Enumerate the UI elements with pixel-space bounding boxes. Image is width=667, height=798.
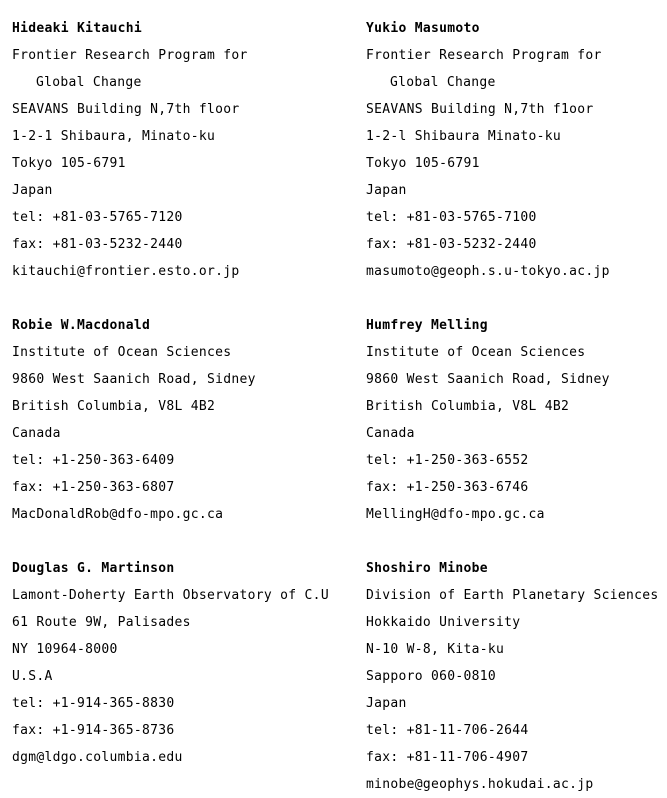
city-line: Tokyo 105-6791 — [12, 156, 126, 171]
country-line: Japan — [366, 696, 407, 711]
email-line: MacDonaldRob@dfo-mpo.gc.ca — [12, 507, 224, 522]
affiliation-line: Lamont-Doherty Earth Observatory of C.U — [12, 588, 329, 603]
contact-card-masumoto — [366, 15, 666, 285]
email-line: dgm@ldgo.columbia.edu — [12, 750, 183, 765]
contact-name: Robie W.Macdonald — [12, 318, 151, 333]
contact-name: Douglas G. Martinson — [12, 561, 175, 576]
tel-line: tel: +81-11-706-2644 — [366, 723, 529, 738]
contact-card-melling — [366, 312, 666, 528]
address-line: NY 10964-8000 — [12, 642, 118, 657]
fax-line: fax: +81-03-5232-2440 — [366, 237, 537, 252]
contact-card-minobe — [366, 555, 666, 798]
email-line: minobe@geophys.hokudai.ac.jp — [366, 777, 594, 792]
contact-card-macdonald — [12, 312, 312, 528]
address-line: 1-2-l Shibaura Minato-ku — [366, 129, 562, 144]
affiliation-line: Institute of Ocean Sciences — [366, 345, 586, 360]
address-line: 9860 West Saanich Road, Sidney — [12, 372, 256, 387]
tel-line: tel: +1-250-363-6409 — [12, 453, 175, 468]
contact-card-martinson — [12, 555, 329, 771]
fax-line: fax: +1-914-365-8736 — [12, 723, 175, 738]
email-line: MellingH@dfo-mpo.gc.ca — [366, 507, 545, 522]
address-line: SEAVANS Building N,7th floor — [12, 102, 240, 117]
tel-line: tel: +81-03-5765-7120 — [12, 210, 183, 225]
address-line: 1-2-1 Shibaura, Minato-ku — [12, 129, 216, 144]
affiliation-line: Division of Earth Planetary Sciences — [366, 588, 659, 603]
contact-name: Shoshiro Minobe — [366, 561, 488, 576]
affiliation-line-cont: Global Change — [390, 75, 496, 90]
email-line: masumoto@geoph.s.u-tokyo.ac.jp — [366, 264, 610, 279]
contact-name: Humfrey Melling — [366, 318, 488, 333]
contact-card-kitauchi — [12, 15, 312, 285]
address-line: SEAVANS Building N,7th f1oor — [366, 102, 594, 117]
affiliation-line: Frontier Research Program for — [366, 48, 602, 63]
contact-name: Yukio Masumoto — [366, 21, 480, 36]
affiliation-line: Frontier Research Program for — [12, 48, 248, 63]
affiliation-line: Hokkaido University — [366, 615, 521, 630]
address-line: N-10 W-8, Kita-ku — [366, 642, 505, 657]
affiliation-line: Institute of Ocean Sciences — [12, 345, 232, 360]
address-line: British Columbia, V8L 4B2 — [12, 399, 216, 414]
fax-line: fax: +81-11-706-4907 — [366, 750, 529, 765]
address-line: 9860 West Saanich Road, Sidney — [366, 372, 610, 387]
address-line: British Columbia, V8L 4B2 — [366, 399, 570, 414]
fax-line: fax: +1-250-363-6807 — [12, 480, 175, 495]
affiliation-line-cont: Global Change — [36, 75, 142, 90]
country-line: Japan — [12, 183, 53, 198]
email-line: kitauchi@frontier.esto.or.jp — [12, 264, 240, 279]
country-line: Canada — [12, 426, 61, 441]
tel-line: tel: +1-250-363-6552 — [366, 453, 529, 468]
fax-line: fax: +81-03-5232-2440 — [12, 237, 183, 252]
tel-line: tel: +81-03-5765-7100 — [366, 210, 537, 225]
address-line: 61 Route 9W, Palisades — [12, 615, 191, 630]
country-line: Canada — [366, 426, 415, 441]
tel-line: tel: +1-914-365-8830 — [12, 696, 175, 711]
country-line: U.S.A — [12, 669, 53, 684]
fax-line: fax: +1-250-363-6746 — [366, 480, 529, 495]
city-line: Tokyo 105-6791 — [366, 156, 480, 171]
city-line: Sapporo 060-0810 — [366, 669, 497, 684]
country-line: Japan — [366, 183, 407, 198]
contact-name: Hideaki Kitauchi — [12, 21, 143, 36]
